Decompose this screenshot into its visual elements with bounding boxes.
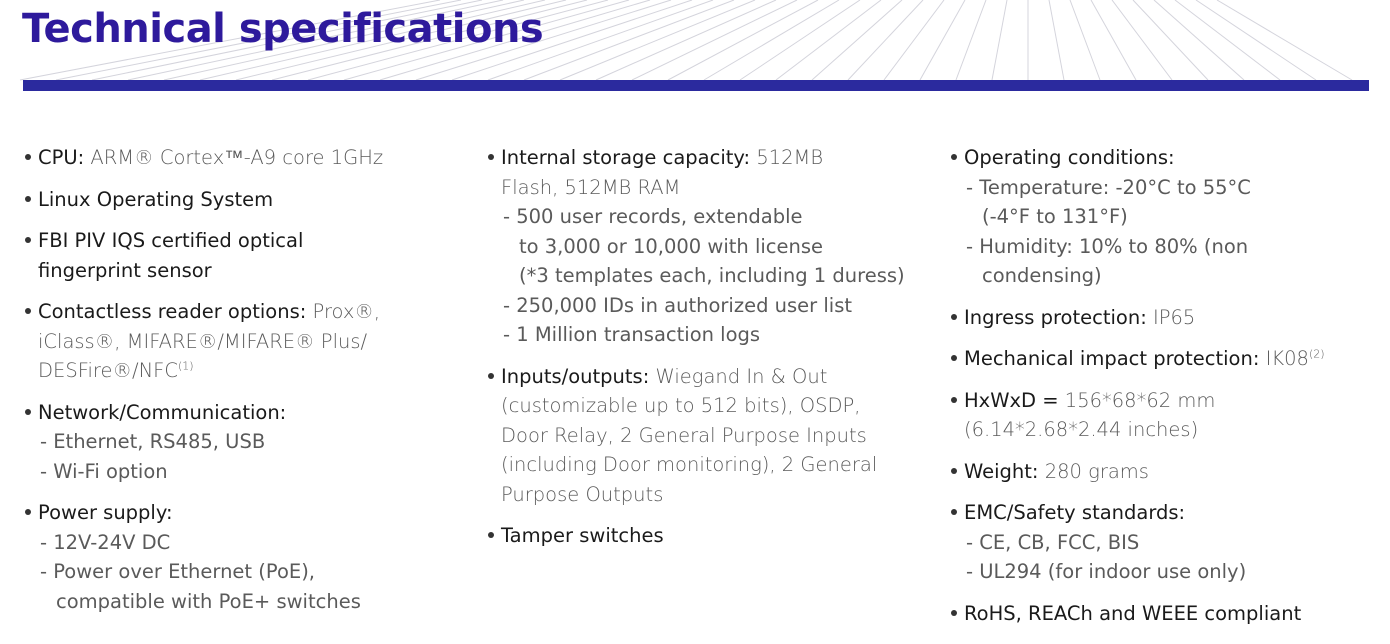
- spec-io: [485, 362, 925, 510]
- decorative-line: [524, 0, 734, 80]
- decorative-line: [776, 0, 881, 80]
- power-sub-2a: - Power over Ethernet (PoE),: [40, 560, 315, 583]
- decorative-line: [920, 0, 965, 80]
- emc-label: EMC/Safety standards:: [964, 501, 1186, 524]
- storage-sub-3: - 1 Million transaction logs: [503, 323, 761, 346]
- network-sub-1: - Ethernet, RS485, USB: [40, 430, 266, 453]
- power-label: Power supply:: [38, 501, 173, 524]
- network-label: Network/Communication:: [38, 400, 287, 424]
- emc-sub-1: - CE, CB, FCC, BIS: [966, 530, 1140, 554]
- temp-sub-1: - Temperature: -20°C to 55°C: [966, 175, 1251, 199]
- io-value-1: Wiegand In & Out: [655, 364, 828, 388]
- impact-label: Mechanical impact protection:: [964, 347, 1260, 370]
- reader-footnote: (1): [178, 359, 194, 373]
- storage-sub-1b: to 3,000 or 10,000 with license: [519, 234, 824, 258]
- spec-emc: [948, 498, 1378, 587]
- decorative-line: [1217, 0, 1352, 80]
- io-label: Inputs/outputs:: [501, 364, 650, 388]
- page-title: Technical specifications: [22, 6, 544, 52]
- storage-label: Internal storage capacity:: [501, 146, 751, 169]
- dims-value-2: (6.14*2.68*2.44 inches): [964, 418, 1199, 441]
- decorative-line: [1175, 0, 1280, 80]
- dims-label: HxWxD =: [964, 388, 1059, 412]
- fbi-line-2: fingerprint sensor: [38, 258, 212, 282]
- reader-value-2: iClass®, MIFARE®/MIFARE® Plus/: [38, 329, 368, 353]
- spec-power: [22, 498, 462, 616]
- ingress-value: IP65: [1152, 305, 1196, 329]
- humidity-sub-1: - Humidity: 10% to 80% (non: [966, 234, 1249, 258]
- humidity-sub-2: condensing): [982, 264, 1102, 287]
- temp-sub-2: (-4°F to 131°F): [982, 205, 1128, 228]
- decorative-line: [848, 0, 923, 80]
- reader-value-1: Prox®,: [312, 300, 381, 323]
- power-sub-1: - 12V-24V DC: [40, 530, 171, 554]
- spec-storage: [485, 143, 925, 350]
- decorative-line: [1112, 0, 1172, 80]
- spec-operating: [948, 143, 1378, 291]
- decorative-line: [740, 0, 860, 80]
- spec-tamper: [485, 521, 925, 551]
- decorative-line: [1154, 0, 1244, 80]
- spec-column-1: [22, 143, 462, 628]
- cpu-label: CPU:: [38, 146, 85, 169]
- network-sub-2: - Wi-Fi option: [40, 459, 168, 483]
- emc-sub-2: - UL294 (for indoor use only): [966, 560, 1247, 583]
- decorative-line: [956, 0, 986, 80]
- weight-label: Weight:: [964, 459, 1039, 483]
- ingress-label: Ingress protection:: [964, 305, 1147, 329]
- decorative-line: [1049, 0, 1064, 80]
- decorative-line: [884, 0, 944, 80]
- io-value-3: Door Relay, 2 General Purpose Inputs: [501, 423, 867, 447]
- decorative-line: [596, 0, 776, 80]
- header: [0, 0, 1390, 100]
- impact-footnote: (2): [1308, 347, 1325, 361]
- spec-dimensions: [948, 386, 1378, 445]
- spec-ingress: [948, 303, 1378, 333]
- spec-cpu: [22, 143, 462, 173]
- power-sub-2b: compatible with PoE+ switches: [56, 589, 361, 613]
- spec-os: [22, 185, 462, 215]
- storage-sub-1a: - 500 user records, extendable: [503, 205, 803, 228]
- operating-label: Operating conditions:: [964, 146, 1175, 169]
- storage-value-1: 512MB: [756, 146, 824, 169]
- decorative-line: [1133, 0, 1208, 80]
- decorative-line: [668, 0, 818, 80]
- io-value-5: Purpose Outputs: [501, 482, 664, 506]
- spec-weight: [948, 457, 1378, 487]
- tamper-label: Tamper switches: [501, 524, 664, 547]
- header-bar: [23, 80, 1369, 91]
- decorative-line: [812, 0, 902, 80]
- decorative-line: [1196, 0, 1316, 80]
- spec-rohs: [948, 599, 1378, 629]
- spec-column-2: [485, 143, 925, 563]
- spec-impact: [948, 344, 1378, 374]
- spec-network: [22, 398, 462, 487]
- io-value-2: (customizable up to 512 bits), OSDP,: [501, 394, 861, 417]
- impact-value: IK08: [1265, 347, 1309, 370]
- os-label: Linux Operating System: [38, 187, 274, 211]
- rohs-label: RoHS, REACh and WEEE compliant: [964, 601, 1302, 625]
- spec-fbi: [22, 226, 462, 285]
- storage-sub-2: - 250,000 IDs in authorized user list: [503, 293, 853, 317]
- decorative-line: [992, 0, 1007, 80]
- spec-column-3: [948, 143, 1378, 640]
- weight-value: 280 grams: [1044, 459, 1149, 483]
- spec-reader: [22, 297, 462, 386]
- dims-value-1: 156*68*62 mm: [1064, 388, 1216, 412]
- reader-value-3: DESFire®/NFC: [38, 359, 179, 382]
- reader-label: Contactless reader options:: [38, 300, 307, 323]
- decorative-line: [1091, 0, 1136, 80]
- fbi-line-1: FBI PIV IQS certified optical: [38, 229, 304, 252]
- cpu-value: ARM® Cortex™-A9 core 1GHz: [90, 146, 384, 169]
- storage-sub-1c: (*3 templates each, including 1 duress): [519, 264, 905, 287]
- storage-value-2: Flash, 512MB RAM: [501, 175, 681, 199]
- decorative-line: [1070, 0, 1100, 80]
- io-value-4: (including Door monitoring), 2 General: [501, 453, 878, 476]
